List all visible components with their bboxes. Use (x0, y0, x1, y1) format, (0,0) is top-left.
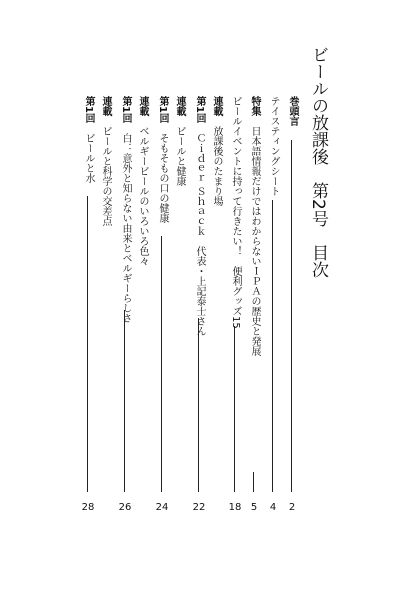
leader-line (234, 326, 235, 492)
leader-line (291, 140, 292, 492)
leader-line (253, 472, 254, 492)
toc-entry (266, 96, 280, 514)
toc-entry (98, 96, 112, 514)
toc-entry (285, 96, 299, 514)
toc-entry-text (266, 96, 280, 196)
toc-entry-text (155, 96, 169, 223)
leader-line (124, 310, 125, 492)
toc-entry-label: 白：意外と知らない由来とベルギーらしさ (120, 132, 131, 323)
toc-entry (118, 96, 132, 514)
leader-line (87, 196, 88, 492)
toc-entry-text (98, 96, 112, 226)
toc-entry-label: 放課後のたまり場 (211, 126, 222, 206)
toc-entry-kind: 連載 (211, 96, 222, 116)
toc-entry-text (192, 96, 206, 336)
toc-entry-label: ビールと科学の交差点 (100, 126, 111, 226)
toc-entry-text (118, 96, 132, 323)
toc-entry-kind: 第1回 (83, 96, 94, 123)
leader-line (161, 236, 162, 492)
toc-entry (155, 96, 169, 514)
toc-entry-text (81, 96, 95, 183)
leader-line (272, 200, 273, 492)
page-number: 4 (269, 502, 277, 513)
toc-entry-label: ビールと水 (83, 132, 94, 183)
toc-entry-label: ビールと健康 (174, 126, 185, 186)
toc-entry (228, 96, 242, 514)
toc-entry-label: テイスティングシート (268, 96, 279, 196)
toc-entry-text (172, 96, 186, 186)
toc-entry (172, 96, 186, 514)
page-number: 22 (192, 502, 206, 513)
page-number: 24 (155, 502, 169, 513)
toc-entry-kind: 連載 (174, 96, 185, 116)
toc-entry (192, 96, 206, 514)
toc-entry-label: ベルギービールのいろいろ色々 (137, 126, 148, 266)
toc-entry-label: ビールイベントに持って行きたい！ 便利グッズ15 (230, 96, 241, 329)
toc-entry-text (285, 96, 299, 136)
page-number: 28 (81, 502, 95, 513)
toc-entry-kind: 第1回 (157, 96, 168, 123)
toc-entry (135, 96, 149, 514)
leader-line (198, 318, 199, 492)
toc-entry-label: Ｃｉｄｅｒ Ｓｈａｃｋ 代表・上記泰士さん (194, 132, 205, 337)
toc-entry-kind: 特集 (249, 96, 260, 116)
toc-entry-label: そもそもの口の健康 (157, 132, 168, 223)
toc-entry-kind: 連載 (100, 96, 111, 116)
toc-entry-text (228, 96, 242, 329)
toc-entry-kind: 巻頭言 (287, 96, 298, 126)
page-title: ビールの放課後 第2号 目次 (308, 46, 328, 278)
toc-entry-text (135, 96, 149, 266)
toc-entry (81, 96, 95, 514)
page-number: 2 (288, 502, 296, 513)
toc-entry-kind: 連載 (137, 96, 148, 116)
toc-entry (209, 96, 223, 514)
page-number: 5 (250, 502, 258, 513)
page-number: 26 (118, 502, 132, 513)
toc-entry-text (247, 96, 261, 356)
toc-entry-label: 日本語情報だけではわからないＩＰＡの歴史と発展 (249, 126, 260, 356)
toc-entry-kind: 第1回 (120, 96, 131, 123)
toc-entry-text (209, 96, 223, 206)
toc-entry-kind: 第1回 (194, 96, 205, 123)
toc-entry (247, 96, 261, 514)
page-number: 18 (228, 502, 242, 513)
